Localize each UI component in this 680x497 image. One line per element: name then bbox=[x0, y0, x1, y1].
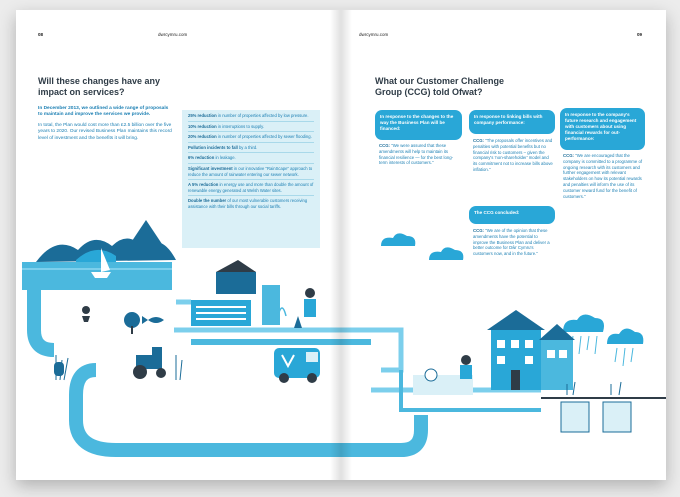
worker-icon bbox=[305, 288, 315, 298]
intro-paragraph-2: In total, the Plan would cost more than £2.5 billion over the five years to 2020. Our revised Business Plan maintains this record level of investment and the benefits it will bring. bbox=[38, 122, 172, 141]
ccg-quote-performance: CCG: "The proposals offer incentives and penalties with potential benefits but no financial risk to customers – given the company's 'non-shareholder' model and its commitment not to increase bills above inflation." bbox=[473, 138, 553, 172]
speech-bubble-conclusion: The CCG concluded: bbox=[469, 206, 555, 224]
ccg-quote-conclusion: CCG: "We are of the opinion that these amendments have the potential to improve the Business Plan and deliver a better outcome for Dŵr Cymru's customers now, and in the future." bbox=[473, 228, 550, 257]
impact-item: A 5% reduction in energy use and more than double the amount of renewable energy generated at Welsh Water sites. bbox=[188, 182, 314, 196]
right-page bbox=[341, 10, 666, 480]
marker-icon bbox=[54, 362, 64, 376]
river-icon bbox=[76, 370, 341, 450]
rain-cloud-icon bbox=[563, 314, 604, 332]
left-heading: Will these changes have any impact on services? bbox=[38, 76, 160, 97]
impact-item: 10% reduction in interruptions to supply. bbox=[188, 124, 314, 133]
speech-bubble-research: In response to the company's future research and engagement with customers about using financial rewards for out-performance: bbox=[560, 108, 645, 150]
water-network-illustration-left bbox=[16, 10, 341, 480]
cloud-icon bbox=[429, 247, 463, 260]
page-number-left: 08 bbox=[38, 32, 44, 37]
intro-paragraph-1: In December 2013, we outlined a wide range of proposals to maintain and improve the services we provide. bbox=[38, 106, 169, 118]
website-right: dwrcymru.com bbox=[359, 32, 389, 37]
cloud-icon bbox=[381, 233, 415, 246]
impact-item: 20% reduction in number of properties affected by sewer flooding. bbox=[188, 134, 314, 143]
house-icon bbox=[541, 340, 573, 390]
brochure-spread bbox=[16, 10, 666, 480]
rain-cloud-icon bbox=[607, 328, 643, 344]
person-icon bbox=[461, 355, 471, 365]
rainscape-icon bbox=[561, 402, 589, 432]
ccg-quote-financing: CCG: "We were assured that these amendments will help to maintain its financial resilience — for the best long-term interests of customers." bbox=[379, 143, 454, 166]
ccg-quote-research: CCG: "We are encouraged that the company is committed to a programme of ongoing research with its customers and further engagement with relevant stakeholders on how its potential rewards and penalties will inform the use of its customer reward fund for the benefit of customers." bbox=[563, 153, 643, 199]
impact-item: 6% reduction in leakage. bbox=[188, 155, 314, 164]
bird-icon bbox=[82, 306, 90, 314]
mountain-icon bbox=[126, 220, 166, 250]
website-left: dwrcymru.com bbox=[158, 32, 188, 37]
speech-bubble-performance: In response to linking bills with company performance: bbox=[469, 110, 555, 134]
left-page bbox=[16, 10, 341, 480]
page-number-right: 09 bbox=[637, 32, 643, 37]
impact-item: 25% reduction in number of properties affected by low pressure. bbox=[188, 113, 314, 122]
impact-item: Significant investment in our innovative "RainScape" approach to reduce the amount of rainwater entering our sewer network. bbox=[188, 166, 314, 180]
speech-bubble-financing: In response to the changes to the way the Business Plan will be financed: bbox=[375, 110, 462, 140]
fish-icon bbox=[142, 316, 164, 324]
traffic-cone-icon bbox=[294, 316, 302, 328]
right-heading: What our Customer Challenge Group (CCG) told Ofwat? bbox=[375, 76, 505, 97]
impact-item: Double the number of our most vulnerable customers receiving assistance with their bills through our social tariffs. bbox=[188, 198, 308, 209]
water-network-illustration-right bbox=[341, 10, 666, 480]
impact-item: Pollution incidents to fall by a third. bbox=[188, 145, 314, 154]
tree-icon bbox=[124, 312, 140, 328]
